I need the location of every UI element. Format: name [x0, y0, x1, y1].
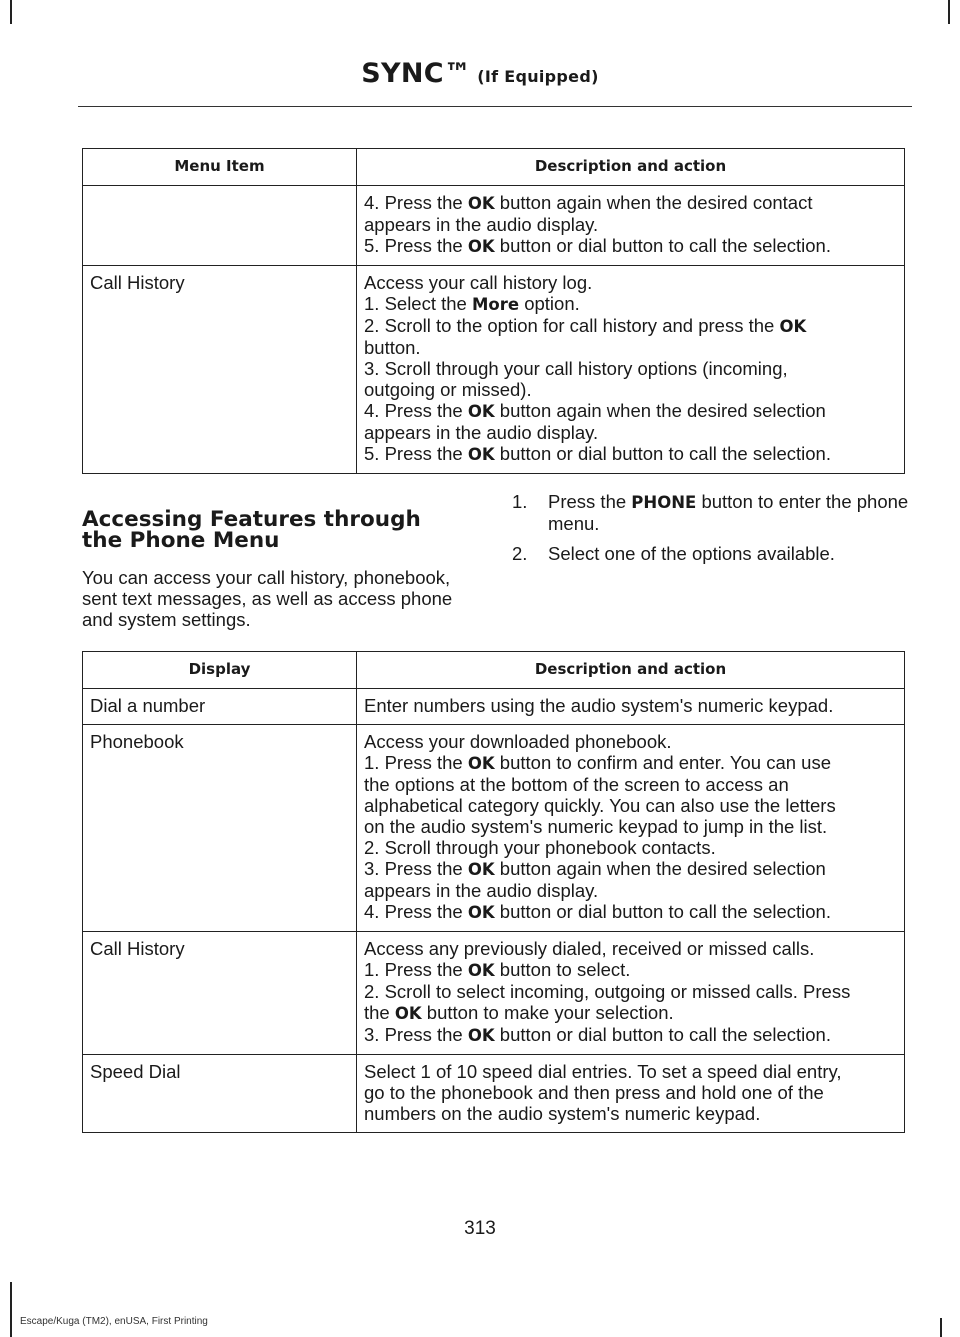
text-run: 4. Press the	[364, 400, 468, 421]
description-cell	[357, 725, 905, 932]
text-run: 4. Press the	[364, 192, 468, 213]
display-cell: Phonebook	[83, 725, 357, 932]
description-cell	[357, 186, 905, 266]
display-table	[82, 651, 905, 1133]
column-header: Description and action	[357, 652, 905, 689]
table-row	[83, 932, 905, 1055]
column-header: Display	[83, 652, 357, 689]
text-run: Enter numbers using the audio system's numeric keypad.	[364, 695, 834, 716]
text-run: 2. Scroll through your phonebook contacts.	[364, 837, 716, 858]
text-run: 5. Press the	[364, 235, 468, 256]
keyword: OK	[467, 237, 495, 256]
description-line	[364, 1103, 898, 1124]
table-row	[83, 689, 905, 725]
text-run: button.	[364, 337, 421, 358]
description-line	[364, 837, 898, 858]
description-cell	[357, 689, 905, 725]
description-line	[364, 1082, 898, 1103]
keyword: OK	[467, 402, 495, 421]
keyword: OK	[467, 194, 495, 213]
description-cell	[357, 266, 905, 474]
text-run: button to confirm and enter. You can use	[494, 752, 831, 773]
text-run: button or dial button to call the selection.	[494, 1024, 831, 1045]
table-header-row	[83, 652, 905, 689]
step-number: 2.	[512, 543, 528, 564]
keyword: OK	[467, 860, 495, 879]
column-header: Menu Item	[83, 149, 357, 186]
text-run: appears in the audio display.	[364, 214, 599, 235]
description-line	[364, 400, 898, 422]
description-line	[364, 214, 898, 235]
page-header	[0, 58, 960, 89]
description-line	[364, 235, 898, 257]
menu-item-table	[82, 148, 905, 474]
text-run: button to make your selection.	[421, 1002, 674, 1023]
description-line	[364, 795, 898, 816]
description-line	[364, 358, 898, 379]
text-run: 1. Press the	[364, 752, 468, 773]
description-line	[364, 959, 898, 981]
display-cell: Call History	[83, 932, 357, 1055]
keyword: OK	[779, 317, 807, 336]
text-run: Select 1 of 10 speed dial entries. To set a speed dial entry,	[364, 1061, 842, 1082]
text-run: the	[364, 1002, 395, 1023]
description-line	[364, 1024, 898, 1046]
description-line	[364, 315, 898, 337]
text-run: go to the phonebook and then press and hold one of the	[364, 1082, 824, 1103]
text-run: button or dial button to call the selection.	[494, 901, 831, 922]
keyword: OK	[467, 903, 495, 922]
description-line	[364, 981, 898, 1002]
text-run: on the audio system's numeric keypad to jump in the list.	[364, 816, 828, 837]
list-item: 1. Press the PHONE button to enter the phone menu.	[512, 491, 909, 534]
text-run: numbers on the audio system's numeric keypad.	[364, 1103, 761, 1124]
text-run: 3. Press the	[364, 1024, 468, 1045]
table-row	[83, 186, 905, 266]
description-cell	[357, 1055, 905, 1133]
text-run: alphabetical category quickly. You can also use the letters	[364, 795, 836, 816]
keyword: OK	[467, 445, 495, 464]
description-line	[364, 816, 898, 837]
keyword: OK	[467, 1026, 495, 1045]
text-run: 2. Scroll to the option for call history and press the	[364, 315, 780, 336]
table-row	[83, 266, 905, 474]
menu-item-cell	[83, 186, 357, 266]
description-line	[364, 901, 898, 923]
text-run: Access any previously dialed, received or missed calls.	[364, 938, 815, 959]
header-title: SYNC™	[361, 58, 472, 89]
description-line	[364, 938, 898, 959]
text-run: button or dial button to call the selection.	[494, 443, 831, 464]
text-run: appears in the audio display.	[364, 422, 599, 443]
page-number: 313	[464, 1218, 496, 1239]
text-run: 5. Press the	[364, 443, 468, 464]
description-line	[364, 1002, 898, 1024]
text-run: option.	[519, 293, 580, 314]
description-line	[364, 695, 898, 716]
crop-mark-bottom-left	[10, 1282, 12, 1337]
text-run: 2. Scroll to select incoming, outgoing or missed calls. Press	[364, 981, 851, 1002]
step-number: 1.	[512, 491, 528, 512]
text-run: button again when the desired selection	[494, 400, 826, 421]
text-run: button again when the desired contact	[494, 192, 813, 213]
keyword: OK	[467, 961, 495, 980]
text-run: 1. Press the	[364, 959, 468, 980]
description-line	[364, 293, 898, 315]
menu-item-cell: Call History	[83, 266, 357, 474]
table-header-row	[83, 149, 905, 186]
description-line	[364, 192, 898, 214]
description-line	[364, 379, 898, 400]
description-cell	[357, 932, 905, 1055]
header-rule	[78, 106, 912, 107]
text-run: Access your call history log.	[364, 272, 593, 293]
description-line	[364, 272, 898, 293]
text-run: 3. Press the	[364, 858, 468, 879]
keyword: OK	[467, 754, 495, 773]
description-line	[364, 443, 898, 465]
section-heading: Accessing Features through the Phone Menu	[82, 507, 421, 553]
list-item: 2. Select one of the options available.	[512, 543, 835, 564]
keyword: OK	[394, 1004, 422, 1023]
description-line	[364, 422, 898, 443]
column-header: Description and action	[357, 149, 905, 186]
keyword: PHONE	[631, 493, 697, 512]
crop-mark-top-right	[948, 0, 950, 24]
crop-mark-top-left	[10, 0, 12, 24]
display-cell: Dial a number	[83, 689, 357, 725]
section-body: You can access your call history, phonebook, sent text messages, as well as access phone and system settings.	[82, 567, 453, 630]
text-run: 4. Press the	[364, 901, 468, 922]
description-line	[364, 880, 898, 901]
description-line	[364, 1061, 898, 1082]
display-cell: Speed Dial	[83, 1055, 357, 1133]
text-run: 1. Select the	[364, 293, 472, 314]
keyword: More	[471, 295, 520, 314]
text-run: appears in the audio display.	[364, 880, 599, 901]
text-run: button to select.	[494, 959, 631, 980]
description-line	[364, 731, 898, 752]
text-run: Access your downloaded phonebook.	[364, 731, 672, 752]
steps-list	[512, 491, 912, 573]
text-run: outgoing or missed).	[364, 379, 532, 400]
text-run: the options at the bottom of the screen to access an	[364, 774, 789, 795]
footer-text: Escape/Kuga (TM2), enUSA, First Printing	[20, 1316, 208, 1327]
text-run: button or dial button to call the selection.	[494, 235, 831, 256]
text-run: button again when the desired selection	[494, 858, 826, 879]
header-subtitle: (If Equipped)	[477, 67, 599, 86]
table-row	[83, 1055, 905, 1133]
description-line	[364, 752, 898, 774]
description-line	[364, 337, 898, 358]
table-row	[83, 725, 905, 932]
text-run: 3. Scroll through your call history options (incoming,	[364, 358, 788, 379]
description-line	[364, 858, 898, 880]
description-line	[364, 774, 898, 795]
crop-mark-bottom-right	[940, 1318, 942, 1337]
